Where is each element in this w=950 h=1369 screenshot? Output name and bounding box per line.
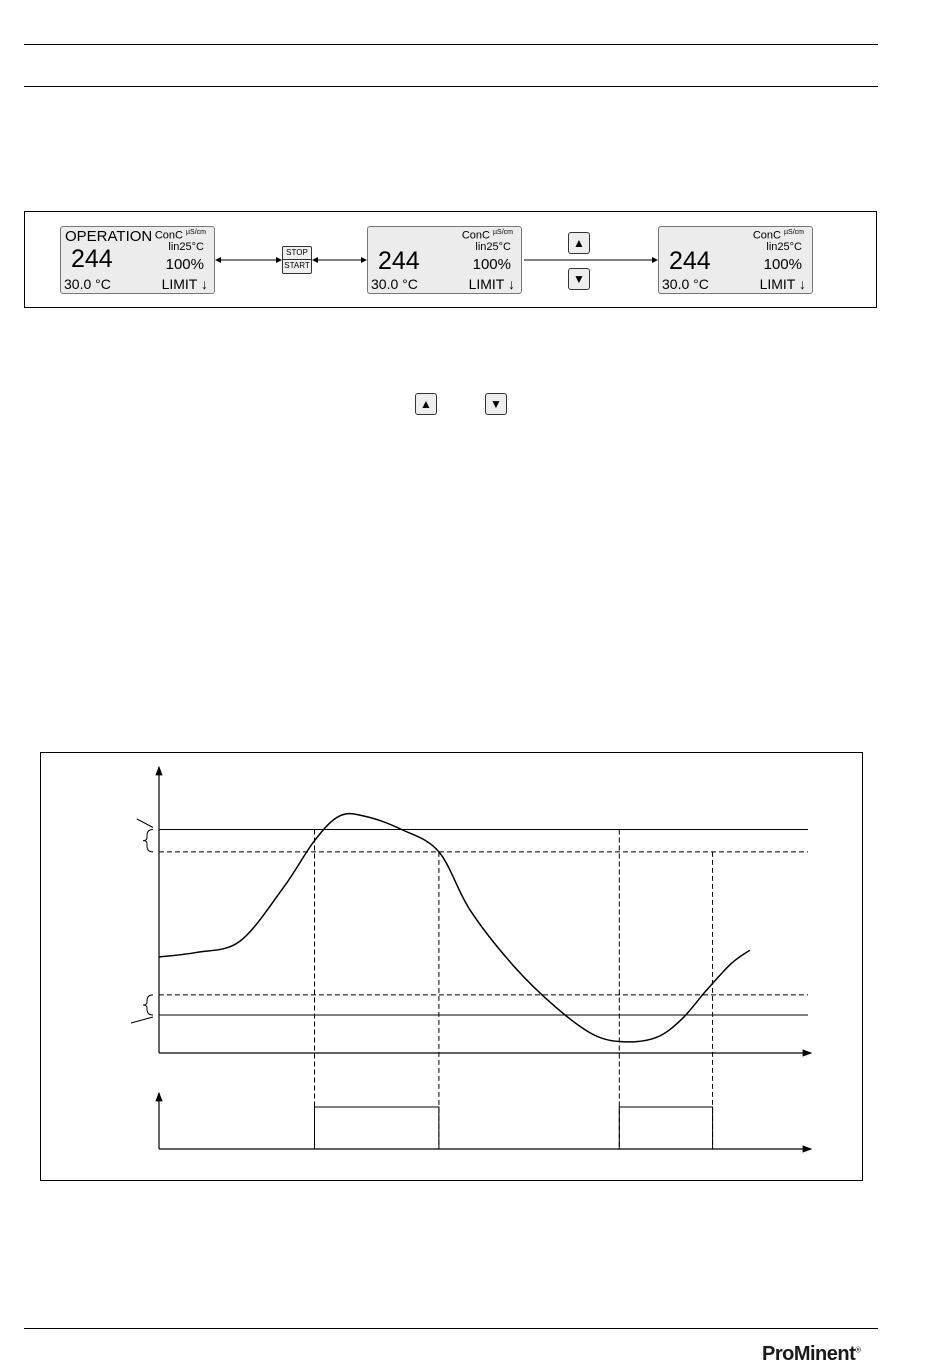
start-label: START: [284, 261, 310, 270]
lcd-value: 244: [71, 245, 113, 273]
lcd-temperature: 30.0 °C: [662, 276, 709, 292]
lcd-compensation: lin25°C: [168, 241, 204, 253]
display-flow-figure: [24, 211, 877, 308]
limit-chart: [41, 753, 864, 1182]
up-arrow-icon: ▲: [573, 236, 585, 250]
header-rule-top: [24, 44, 878, 45]
lcd-screen-3: [658, 226, 813, 294]
lcd-limit: LIMIT ↓: [161, 276, 208, 292]
lcd-temperature: 30.0 °C: [64, 276, 111, 292]
lcd-screen-operation: [60, 226, 215, 294]
stop-label: STOP: [283, 247, 311, 260]
lcd-unit: ConC $^{\mu S/cm}$: [461, 229, 513, 242]
upper-hysteresis-brace: [143, 830, 153, 852]
lower-limit-leader: [131, 1017, 153, 1023]
lcd-compensation: lin25°C: [766, 241, 802, 253]
down-arrow-icon: ▼: [573, 272, 585, 286]
up-arrow-key[interactable]: [568, 232, 590, 254]
inline-down-key: [485, 393, 507, 415]
lcd-percent: 100%: [472, 256, 511, 273]
prominent-logo: ProMinent®: [762, 1343, 861, 1365]
upper-limit-leader: [137, 819, 153, 828]
measured-value-curve: [159, 814, 750, 1042]
limit-chart-frame: [40, 752, 863, 1181]
lcd-percent: 100%: [763, 256, 802, 273]
stop-start-key[interactable]: [282, 246, 312, 274]
lcd-limit: LIMIT ↓: [759, 276, 806, 292]
header-rule-bottom: [24, 86, 878, 87]
lcd-value: 244: [669, 247, 711, 275]
relay-on-pulse: [619, 1107, 712, 1149]
lower-hysteresis-brace: [143, 995, 153, 1015]
lcd-temperature: 30.0 °C: [371, 276, 418, 292]
lcd-percent: 100%: [165, 256, 204, 273]
down-arrow-key[interactable]: [568, 268, 590, 290]
up-arrow-icon: ▲: [420, 397, 432, 411]
footer-rule: [24, 1328, 878, 1329]
lcd-unit: ConC $^{\mu S/cm}$: [752, 229, 804, 242]
lcd-compensation: lin25°C: [475, 241, 511, 253]
lcd-unit: ConC $^{\mu S/cm}$: [154, 229, 206, 242]
lcd-value: 244: [378, 247, 420, 275]
inline-up-key: [415, 393, 437, 415]
relay-on-pulse: [315, 1107, 439, 1149]
down-arrow-icon: ▼: [490, 397, 502, 411]
lcd-title: OPERATION: [65, 228, 153, 245]
lcd-screen-2: [367, 226, 522, 294]
lcd-limit: LIMIT ↓: [468, 276, 515, 292]
